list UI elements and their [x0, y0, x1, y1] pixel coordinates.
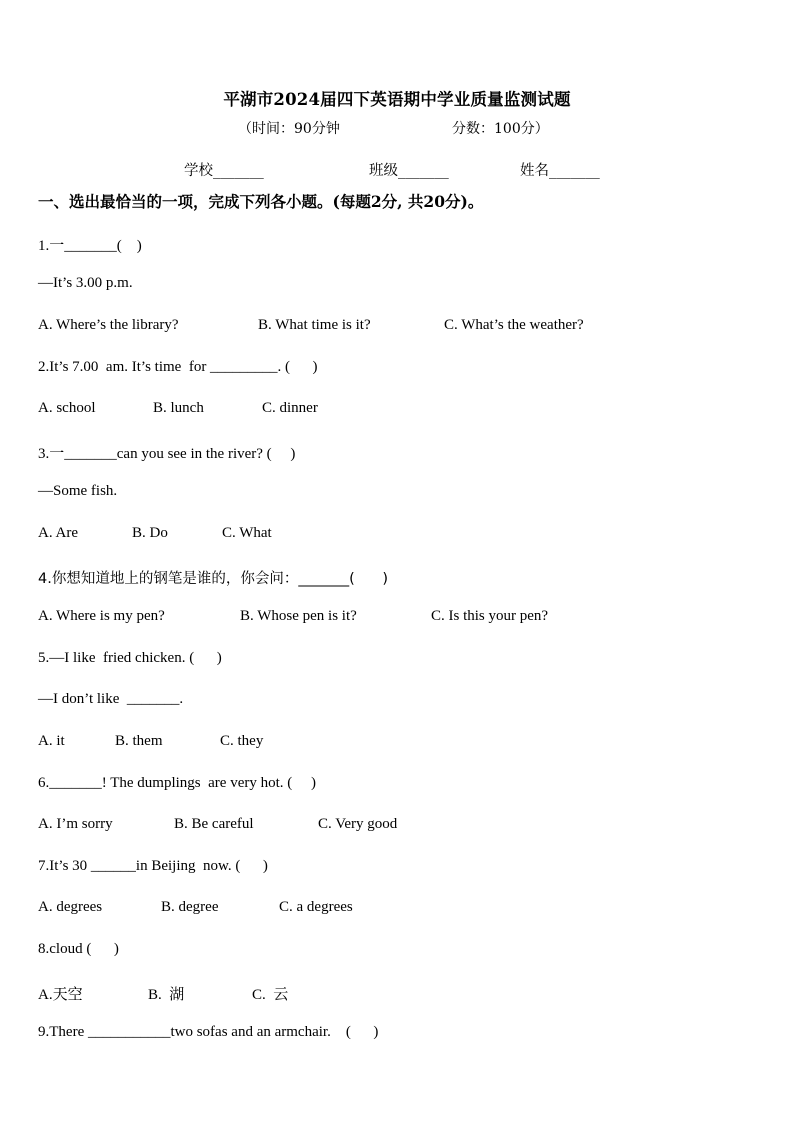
- question-3-stem: 3.一_______can you see in the river? ( ): [38, 446, 296, 462]
- question-1-stem: 1.一_______( ): [38, 238, 142, 254]
- page-title: 平湖市2024届四下英语期中学业质量监测试题: [223, 90, 571, 109]
- exam-score: 分数：100分）: [452, 121, 549, 137]
- question-7-stem: 7.It’s 30 ______in Beijing now. ( ): [38, 858, 268, 874]
- question-8-option-c: C. 云: [252, 987, 289, 1003]
- question-2-option-c: C. dinner: [262, 400, 318, 416]
- question-3-option-b: B. Do: [132, 525, 168, 541]
- question-1-option-c: C. What’s the weather?: [444, 317, 584, 333]
- question-1-option-a: A. Where’s the library?: [38, 317, 179, 333]
- question-4-option-b: B. Whose pen is it?: [240, 608, 357, 624]
- question-5-stem: 5.—I like fried chicken. ( ): [38, 650, 222, 666]
- question-7-option-c: C. a degrees: [279, 899, 353, 915]
- question-1-option-b: B. What time is it?: [258, 317, 371, 333]
- question-3-option-c: C. What: [222, 525, 272, 541]
- question-8-stem: 8.cloud ( ): [38, 941, 119, 957]
- exam-time: （时间：90分钟: [238, 121, 340, 137]
- question-2-option-a: A. school: [38, 400, 96, 416]
- question-2-option-b: B. lunch: [153, 400, 204, 416]
- name-field: 姓名_______: [520, 163, 600, 179]
- question-9-stem: 9.There ___________two sofas and an armchair. ( ): [38, 1024, 379, 1040]
- question-6-option-b: B. Be careful: [174, 816, 254, 832]
- question-7-option-b: B. degree: [161, 899, 219, 915]
- question-5-option-b: B. them: [115, 733, 163, 749]
- question-6-option-c: C. Very good: [318, 816, 398, 832]
- question-8-option-a: A.天空: [38, 987, 83, 1003]
- school-field: 学校_______: [184, 163, 264, 179]
- question-5-answer-line: —I don’t like _______.: [38, 691, 184, 707]
- question-4-stem: 4.你想知道地上的钢笔是谁的，你会问：_______( ): [38, 571, 389, 587]
- question-8-option-b: B. 湖: [148, 987, 185, 1003]
- question-4-option-c: C. Is this your pen?: [431, 608, 549, 624]
- question-1-answer-line: —It’s 3.00 p.m.: [38, 275, 133, 291]
- question-7-option-a: A. degrees: [38, 899, 103, 915]
- question-4-option-a: A. Where is my pen?: [38, 608, 165, 624]
- section-heading: 一、选出最恰当的一项，完成下列各小题。(每题2分, 共20分)。: [38, 192, 484, 211]
- class-field: 班级_______: [369, 163, 449, 179]
- question-2-stem: 2.It’s 7.00 am. It’s time for _________. ( ): [38, 359, 318, 375]
- question-6-stem: 6._______! The dumplings are very hot. ( ): [38, 775, 317, 791]
- question-3-option-a: A. Are: [38, 525, 78, 541]
- question-6-option-a: A. I’m sorry: [38, 816, 113, 832]
- question-3-answer-line: —Some fish.: [38, 483, 118, 499]
- question-5-option-a: A. it: [38, 733, 65, 749]
- question-5-option-c: C. they: [220, 733, 264, 749]
